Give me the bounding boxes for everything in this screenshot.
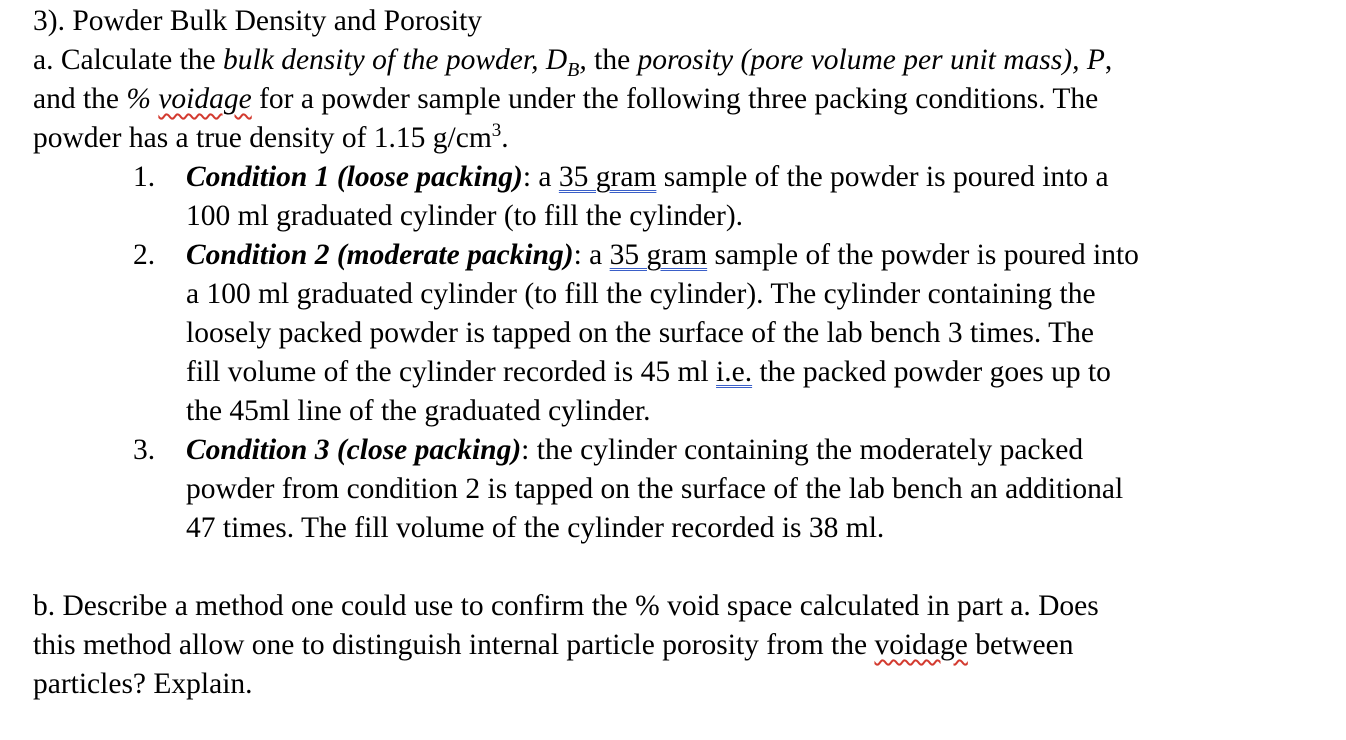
condition-line [186,392,1333,431]
condition-item-3 [33,431,1333,548]
text-run: the 45ml line of the graduated cylinder. [186,395,651,427]
superscript-3: 3 [491,120,502,142]
list-number: 1. [133,161,156,193]
condition-line [186,509,1333,548]
part-a-paragraph [33,41,1333,158]
text-run: : the cylinder containing the moderately packed [521,434,1084,466]
condition-item-2 [33,236,1333,431]
text-run: between [967,629,1074,661]
subscript-b: B [567,58,580,81]
text-run: 47 times. The fill volume of the cylinder recorded is 38 ml. [186,512,885,544]
part-b-paragraph [33,587,1333,704]
text-run: , [579,44,587,76]
part-b-line-3: particles? Explain. [33,668,253,700]
list-number: 3. [133,434,156,466]
part-a-line-1 [33,41,1333,80]
grammar-flag[interactable]: 35 gram [558,161,657,193]
condition-line [186,353,1333,392]
text-run: : a [573,239,610,271]
text-run: the [586,44,638,76]
text-run: a 100 ml graduated cylinder (to fill the cylinder). The cylinder containing the [186,278,1096,310]
condition-title: Condition 2 (moderate packing) [186,239,574,271]
condition-line [186,158,1333,197]
condition-line [186,197,1333,236]
document [33,2,1333,704]
condition-line [186,314,1333,353]
text-run: sample of the powder is poured into a [656,161,1109,193]
text-run: : a [522,161,559,193]
text-run: loosely packed powder is tapped on the surface of the lab bench 3 times. The [186,317,1094,349]
bulk-density-term: bulk density of the powder, D [223,44,568,76]
condition-line [186,470,1333,509]
text-run: the packed powder goes up to [752,356,1111,388]
grammar-flag[interactable]: i.e. [716,356,753,388]
condition-line [186,275,1333,314]
voidage-spelling-flag[interactable]: voidage [158,83,252,115]
text-run: powder has a true density of 1.15 g/cm [33,122,492,154]
percent-sign: % [126,83,151,115]
text-run: fill volume of the cylinder recorded is 45 ml [186,356,717,388]
section-heading: 3). Powder Bulk Density and Porosity [33,5,483,37]
text-run: and the [33,83,127,115]
porosity-term: porosity (pore volume per unit mass), P [637,44,1105,76]
voidage-spelling-flag[interactable]: voidage [874,629,968,661]
conditions-list [33,158,1333,548]
text-run: . [501,122,509,154]
text-run: sample of the powder is poured into [707,239,1139,271]
text-run: 100 ml graduated cylinder (to fill the cylinder). [186,200,744,232]
part-b-line-1: b. Describe a method one could use to confirm the % void space calculated in part a. Does [33,590,1099,622]
text-run: , [1104,44,1113,76]
blank-line [33,548,1333,587]
text-run: for a powder sample under the following three packing conditions. The [251,83,1099,115]
part-a-line-3 [33,119,1333,158]
grammar-flag[interactable]: 35 gram [609,239,708,271]
condition-line [186,431,1333,470]
condition-title: Condition 3 (close packing) [186,434,522,466]
text-run: powder from condition 2 is tapped on the surface of the lab bench an additional [186,473,1124,505]
list-number: 2. [133,239,156,271]
part-b-line-2 [33,626,1333,665]
text-run: this method allow one to distinguish internal particle porosity from the [33,629,875,661]
condition-title: Condition 1 (loose packing) [186,161,523,193]
text-run: a. Calculate the [33,44,224,76]
part-a-line-2 [33,80,1333,119]
condition-line [186,236,1333,275]
condition-item-1 [33,158,1333,236]
